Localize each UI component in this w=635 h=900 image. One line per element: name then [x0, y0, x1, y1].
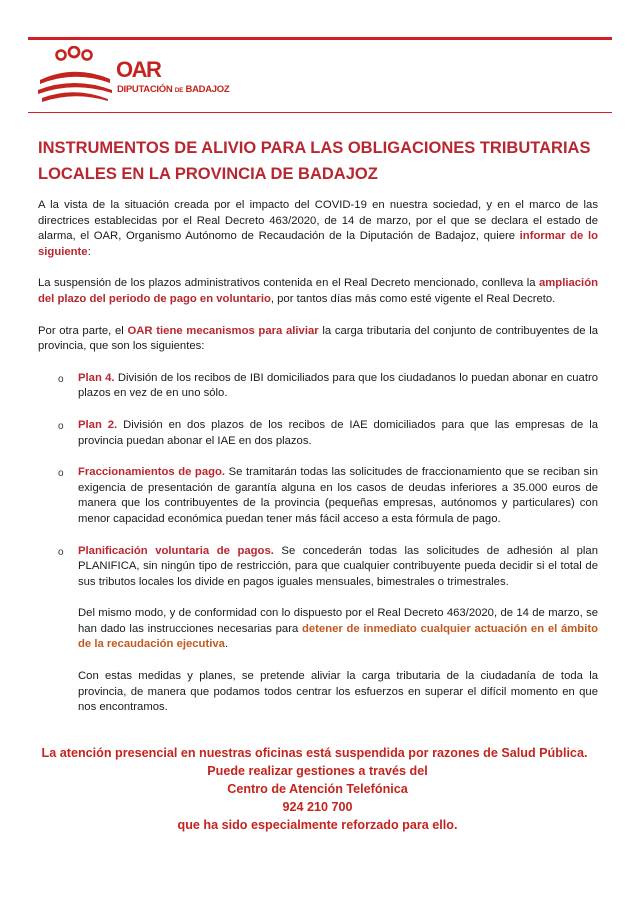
oar-logo: [34, 46, 234, 108]
bullet-icon: o: [58, 468, 64, 480]
item-text: División de los recibos de IBI domiciliados para que los ciudadanos lo puedan abonar en cuatro plazos en vez de en uno sólo.: [78, 371, 599, 400]
mechanisms-text-b: la carga tributaria del conjunto de contribuyentes de la provincia, que son los siguientes:: [38, 324, 599, 353]
notice-line-5: que ha sido especialmente reforzado para ello.: [177, 818, 458, 832]
list-item: [38, 544, 598, 591]
logo-subtitle: [117, 84, 229, 95]
oar-logo-icon: [34, 46, 116, 108]
suspension-highlight: ampliación del plazo del periodo de pago en voluntario: [38, 277, 598, 305]
bullet-icon: o: [58, 373, 64, 385]
logo-sub-b: DE: [174, 87, 184, 94]
item-label: Plan 4.: [78, 371, 115, 384]
bullet-icon: o: [58, 420, 64, 432]
mechanisms-paragraph: [38, 324, 598, 355]
logo-sub-c: BADAJOZ: [185, 84, 230, 95]
enforcement-highlight: detener de inmediato cualquier actuación en el ámbito de la recaudación ejecutiva: [78, 622, 599, 651]
enforcement-end: .: [224, 638, 229, 651]
suspension-paragraph: [38, 276, 598, 307]
enforcement-text: Del mismo modo, y de conformidad con lo dispuesto por el Real Decreto 463/2020, de 14 de marzo, se han dado las instrucciones necesarias para: [78, 607, 598, 635]
suspension-text-b: , por tantos días más como esté vigente el Real Decreto.: [270, 292, 556, 305]
logo-name: OAR: [116, 57, 161, 82]
enforcement-paragraph: [38, 606, 598, 653]
document-body: [38, 198, 598, 732]
notice-line-2: Puede realizar gestiones a través del: [207, 764, 428, 778]
intro-text: A la vista de la situación creada por el impacto del COVID-19 en nuestra sociedad, y en el marco de las directrices establecidas por el Real Decreto 463/2020, de 14 de marzo, por el que se declara el estado de alarma, el OAR, Organismo Autónomo de Recaudación de la Diputación de Badajoz, quiere: [38, 199, 598, 243]
list-item: [38, 418, 598, 449]
closing-paragraph: Con estas medidas y planes, se pretende aliviar la carga tributaria de la ciudadanía de toda la provincia, de manera que podamos todos centrar los esfuerzos en superar el difícil momento en que nos encontramos.: [78, 670, 598, 714]
suspension-text-a: La suspensión de los plazos administrativos contenida en el Real Decreto mencionado, conlleva la: [38, 277, 539, 290]
intro-paragraph: [38, 198, 598, 260]
item-label: Planificación voluntaria de pagos.: [78, 544, 274, 557]
notice-phone: 924 210 700: [282, 800, 353, 814]
office-closure-notice: [0, 744, 635, 834]
item-label: Fraccionamientos de pago.: [78, 466, 226, 479]
item-text: División en dos plazos de los recibos de IAE domiciliados para que las empresas de la provincia puedan abonar el IAE en dos plazos.: [78, 418, 599, 447]
document-title: INSTRUMENTOS DE ALIVIO PARA LAS OBLIGACIONES TRIBUTARIAS LOCALES EN LA PROVINCIA DE BADAJOZ: [38, 139, 591, 183]
notice-line-3: Centro de Atención Telefónica: [227, 782, 408, 796]
mechanisms-text-a: Por otra parte, el: [38, 324, 128, 337]
item-text: Se concederán todas las solicitudes de adhesión al plan PLANIFICA, sin ningún tipo de restricción, para que cualquier contribuyente pueda decidir si el total de sus tributos locales los divide en pagos iguales mensuales, bimestrales o trimestrales.: [78, 544, 598, 588]
measures-list: [38, 371, 598, 591]
bullet-icon: o: [58, 546, 64, 558]
list-item: [38, 371, 598, 402]
logo-sub-a: DIPUTACIÓN: [117, 84, 173, 95]
item-text: Se tramitarán todas las solicitudes de fraccionamiento que se reciban sin exigencia de presentación de garantía alguna en los casos de deudas inferiores a 35.000 euros de manera que los contribuyentes de la provincia (pequeñas empresas, autónomos y particulares) con menor capacidad económica puedan tener más fácil acceso a esta fórmula de pago.: [78, 466, 598, 525]
list-item: [38, 465, 598, 527]
notice-line-1: La atención presencial en nuestras oficinas está suspendida por razones de Salud Pública.: [41, 746, 588, 760]
mechanisms-highlight: OAR tiene mecanismos para aliviar: [127, 324, 319, 337]
item-label: Plan 2.: [78, 418, 118, 431]
intro-end: :: [87, 245, 91, 258]
intro-highlight: informar de lo siguiente: [38, 230, 598, 258]
